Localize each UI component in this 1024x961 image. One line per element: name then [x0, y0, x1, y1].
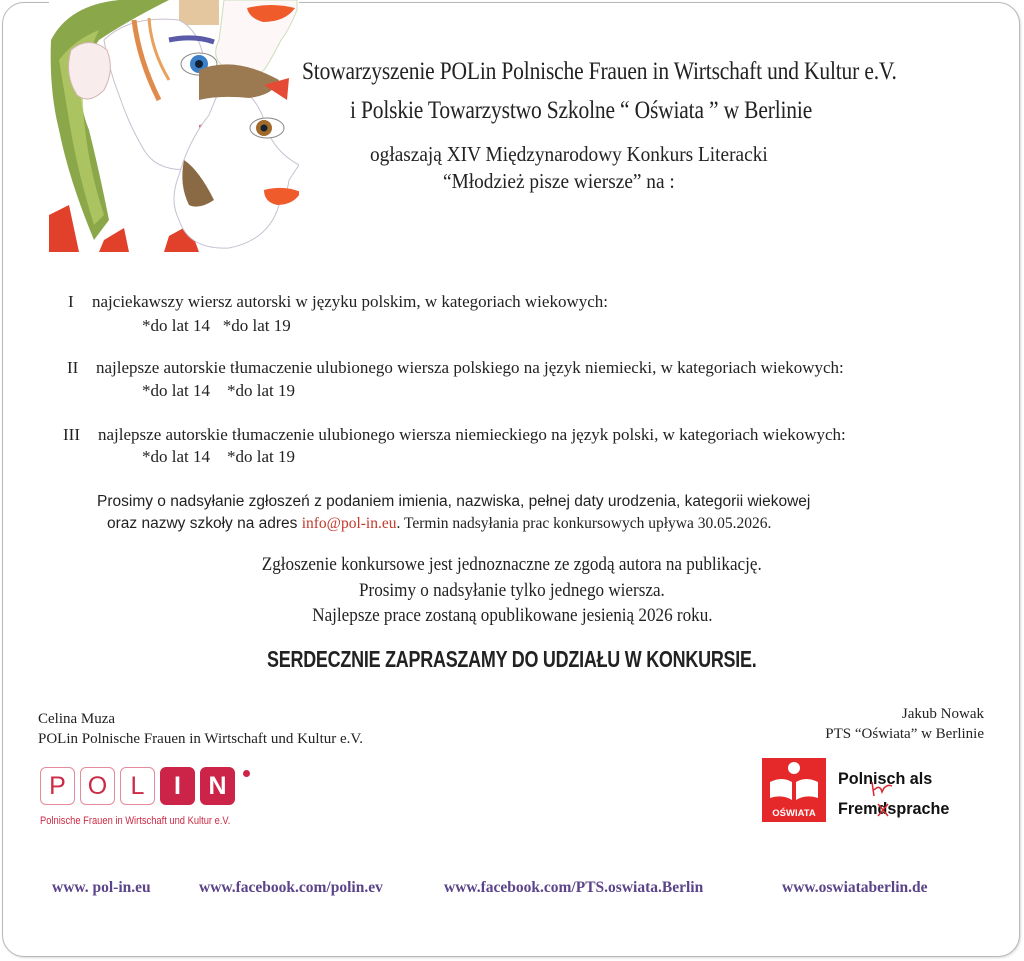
category-3-numeral: III — [63, 425, 80, 444]
open-book-icon — [762, 758, 826, 808]
submission-prefix: oraz nazwy szkoły na adres — [107, 515, 302, 532]
note-text: Najlepsze prace zostaną opublikowane jesienią 2026 roku. — [311, 605, 713, 626]
header-line-1: Stowarzyszenie POLin Polnische Frauen in Wirtschaft und Kultur e.V. — [302, 58, 897, 85]
faces-illustration — [49, 0, 299, 252]
age-group: *do lat 14 — [142, 316, 210, 335]
link-oswiataberlin[interactable]: www.oswiataberlin.de — [782, 879, 928, 896]
age-group: *do lat 14 — [142, 381, 210, 400]
polin-letter: P — [40, 767, 75, 805]
polin-dot-icon — [243, 770, 250, 777]
invitation-heading — [0, 646, 1024, 673]
category-1-text: najciekawszy wiersz autorski w języku polskim, w kategoriach wiekowych: — [92, 292, 608, 311]
oswiata-logo — [762, 758, 826, 822]
polin-letter: N — [200, 767, 235, 805]
link-pol-in[interactable]: www. pol-in.eu — [52, 879, 151, 896]
faces-art-icon — [49, 0, 299, 252]
note-text: Prosimy o nadsyłanie tylko jednego wiersza. — [359, 580, 665, 601]
category-2-ages — [142, 381, 295, 401]
category-1-numeral: I — [68, 292, 74, 311]
category-1-ages — [142, 316, 291, 336]
footer-links — [0, 879, 1024, 901]
category-3-text: najlepsze autorskie tłumaczenie ulubionego wiersza niemieckiego na język polski, w kategoriach wiekowych: — [98, 425, 846, 444]
signature-left-name: Celina Muza — [38, 711, 116, 727]
signature-right-org: PTS “Oświata” w Berlinie — [825, 726, 984, 742]
header-line-2: i Polskie Towarzystwo Szkolne “ Oświata ” w Berlinie — [350, 97, 813, 124]
link-facebook-pts-oswiata[interactable]: www.facebook.com/PTS.oswiata.Berlin — [444, 879, 704, 896]
age-group: *do lat 14 — [142, 447, 210, 466]
age-group: *do lat 19 — [227, 381, 295, 400]
invitation-text: SERDECZNIE ZAPRASZAMY DO UDZIAŁU W KONKURSIE. — [267, 646, 757, 672]
submission-deadline: . Termin nadsyłania prac konkursowych upływa 30.05.2026. — [396, 515, 772, 532]
oswiata-label: OŚWIATA — [772, 808, 816, 819]
note-consent — [0, 554, 1024, 576]
pafs-line-1: Polnisch als — [838, 769, 933, 788]
pafs-line-2: Fremdsprache — [838, 799, 950, 818]
header-line-3: ogłaszają XIV Międzynarodowy Konkurs Literacki — [370, 142, 768, 166]
contest-title: “Młodzież pisze wiersze” na : — [443, 169, 675, 193]
email-link[interactable]: info@pol-in.eu — [301, 515, 397, 532]
note-publication — [0, 605, 1024, 627]
age-group: *do lat 19 — [227, 447, 295, 466]
note-text: Zgłoszenie konkursowe jest jednoznaczne ze zgodą autora na publikację. — [262, 554, 762, 575]
signature-right-name: Jakub Nowak — [901, 706, 984, 722]
link-facebook-polin[interactable]: www.facebook.com/polin.ev — [199, 879, 383, 896]
polin-letter: L — [120, 767, 155, 805]
polin-letter: I — [160, 767, 195, 805]
polin-subtitle: Polnische Frauen in Wirtschaft und Kultur e.V. — [40, 815, 231, 827]
category-2-numeral: II — [67, 358, 79, 377]
red-scribble-icon — [866, 778, 900, 818]
signature-left-org: POLin Polnische Frauen in Wirtschaft und Kultur e.V. — [38, 731, 364, 747]
submission-line-1: Prosimy o nadsyłanie zgłoszeń z podaniem imienia, nazwiska, pełnej daty urodzenia, kategorii wiekowej — [97, 493, 811, 510]
note-one-poem — [0, 580, 1024, 602]
polin-letter: O — [80, 767, 115, 805]
age-group: *do lat 19 — [222, 316, 291, 335]
submission-line-2 — [107, 515, 771, 533]
polin-logo — [40, 767, 260, 831]
category-3-ages — [142, 447, 295, 467]
category-2-text: najlepsze autorskie tłumaczenie ulubionego wiersza polskiego na język niemiecki, w kategoriach wiekowych: — [96, 358, 844, 377]
